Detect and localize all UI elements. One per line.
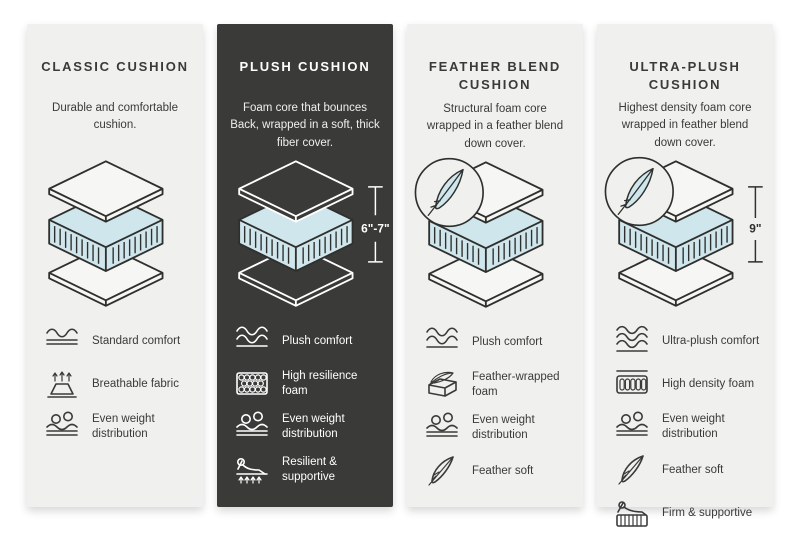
card-feather-blend-cushion xyxy=(407,24,583,507)
exploded-cushion-diagram xyxy=(598,154,772,314)
card-title: PLUSH CUSHION xyxy=(239,59,371,74)
feature-item xyxy=(42,367,195,401)
height-dimension-label: 9" xyxy=(749,221,762,236)
feature-label: Even weight distribution xyxy=(662,413,725,440)
feature-item xyxy=(232,324,385,358)
feature-label: High density foam xyxy=(662,377,755,390)
feature-label: Breathable fabric xyxy=(92,377,179,390)
feature-item xyxy=(232,453,385,487)
feature-item xyxy=(422,411,575,445)
feature-item xyxy=(42,410,195,444)
feature-item xyxy=(612,367,765,401)
feather-badge xyxy=(605,158,673,226)
breathable-icon xyxy=(42,367,82,401)
feature-label: Plush comfort xyxy=(282,334,353,347)
feather-badge xyxy=(415,159,483,227)
card-title: FEATHER BLEND CUSHION xyxy=(428,59,562,92)
feature-label: Even weight distribution xyxy=(282,413,345,440)
feature-label: Ultra-plush comfort xyxy=(662,334,760,347)
feature-item xyxy=(612,453,765,487)
feature-item xyxy=(232,410,385,444)
wave-triple-icon xyxy=(612,324,652,358)
wave-double-icon xyxy=(422,325,462,359)
feature-label: Feather soft xyxy=(472,464,534,477)
feature-item xyxy=(42,324,195,358)
card-plush-cushion xyxy=(217,24,393,507)
cushion-illustration xyxy=(217,154,393,314)
cushion-illustration xyxy=(27,154,203,314)
card-ultra-plush-cushion xyxy=(597,24,773,519)
weight-distribution-icon xyxy=(232,410,272,444)
card-title: ULTRA-PLUSH CUSHION xyxy=(629,59,741,92)
feather-icon xyxy=(422,454,462,488)
feather-foam-icon xyxy=(422,368,462,402)
exploded-cushion-diagram xyxy=(218,154,392,314)
cushion-illustration xyxy=(597,154,773,314)
weight-distribution-icon xyxy=(612,410,652,444)
feature-label: Firm & supportive xyxy=(662,506,753,519)
feature-label: High resilience foam xyxy=(282,370,358,397)
card-description: Foam core that bounces Back, wrapped in a soft, thick fiber cover. xyxy=(230,102,380,149)
exploded-cushion-diagram xyxy=(408,155,582,315)
recline-support-icon xyxy=(232,453,272,487)
feature-item xyxy=(612,410,765,444)
foam-honeycomb-icon xyxy=(232,367,272,401)
height-dimension-marker xyxy=(748,187,763,262)
feature-list xyxy=(407,325,583,488)
card-classic-cushion xyxy=(27,24,203,507)
feature-label: Standard comfort xyxy=(92,334,181,347)
feature-item xyxy=(422,325,575,359)
feature-item xyxy=(422,368,575,402)
feature-label: Plush comfort xyxy=(472,335,543,348)
feature-label: Feather soft xyxy=(662,463,724,476)
feature-item xyxy=(232,367,385,401)
exploded-cushion-diagram xyxy=(28,154,202,314)
wave-double-icon xyxy=(232,324,272,358)
feature-label: Resilient & supportive xyxy=(282,456,337,483)
cushion-illustration xyxy=(407,155,583,315)
card-title: CLASSIC CUSHION xyxy=(41,59,189,74)
feature-list xyxy=(217,324,393,487)
feature-label: Even weight distribution xyxy=(472,414,535,442)
feather-icon xyxy=(612,453,652,487)
wave-single-icon xyxy=(42,324,82,358)
feature-label: Feather-wrapped foam xyxy=(472,371,560,399)
feature-item xyxy=(612,324,765,358)
feature-list xyxy=(597,324,773,530)
height-dimension-marker xyxy=(361,187,389,262)
firm-support-icon xyxy=(612,496,652,530)
feature-item xyxy=(612,496,765,530)
card-description: Structural foam core wrapped in a feather blend down cover. xyxy=(426,103,564,150)
weight-distribution-icon xyxy=(42,410,82,444)
height-dimension-label: 6"-7" xyxy=(361,221,390,236)
feature-list xyxy=(27,324,203,444)
card-description: Durable and comfortable cushion. xyxy=(52,102,178,132)
feature-label: Even weight distribution xyxy=(92,413,155,440)
density-foam-icon xyxy=(612,367,652,401)
weight-distribution-icon xyxy=(422,411,462,445)
feature-item xyxy=(422,454,575,488)
card-description: Highest density foam core wrapped in feather blend down cover. xyxy=(618,102,752,149)
